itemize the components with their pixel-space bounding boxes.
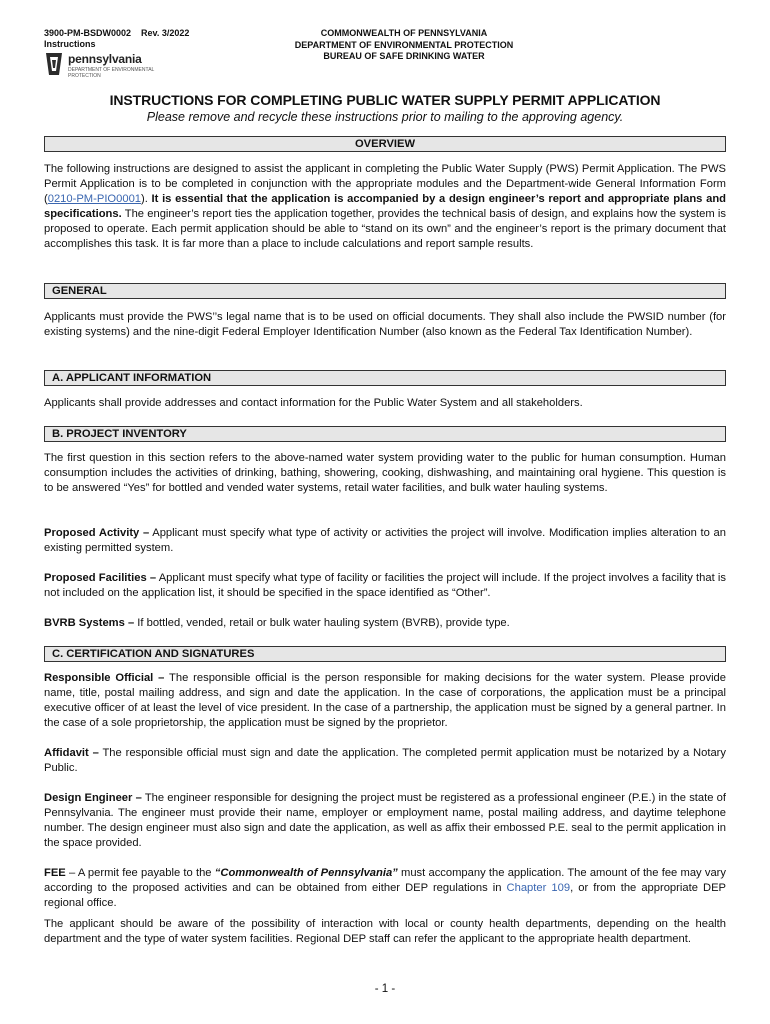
agency-line-1: COMMONWEALTH OF PENNSYLVANIA bbox=[320, 28, 488, 38]
proposed-facilities-label: Proposed Facilities – bbox=[44, 572, 157, 584]
proposed-facilities-text: Applicant must specify what type of facility or facilities the project will include. If the project involves a facility that is not included on the application list, it should be specified in the space identified as “Other”. bbox=[44, 572, 726, 599]
responsible-official-text: The responsible official is the person responsible for making decisions for the water system. Please provide name, title, postal mailing address, and sign and date the application. In the case of corporations, the application must be a principal executive officer of at least the level of vice president. In the case of a partnership, the application must be signed by a general partner. In the case of a sole proprietorship, the application must be signed by the proprietor. bbox=[44, 672, 726, 729]
general-heading: GENERAL bbox=[44, 283, 726, 299]
proposed-activity-paragraph bbox=[44, 526, 726, 556]
certification-heading: C. CERTIFICATION AND SIGNATURES bbox=[44, 646, 726, 662]
document-title: INSTRUCTIONS FOR COMPLETING PUBLIC WATER SUPPLY PERMIT APPLICATION bbox=[109, 92, 661, 108]
agency-block bbox=[204, 28, 604, 63]
design-engineer-text: The engineer responsible for designing the project must be registered as a professional engineer (P.E.) in the state of Pennsylvania. The engineer must provide their name, employer or employment name, postal mailing address, and daytime telephone number. The design engineer must also sign and date the application, as well as affix their embossed P.E. seal to the permit application in the space provided. bbox=[44, 792, 726, 849]
document-subtitle: Please remove and recycle these instructions prior to mailing to the approving agency. bbox=[146, 110, 624, 124]
fee-label: FEE bbox=[44, 867, 66, 879]
design-engineer-paragraph bbox=[44, 791, 726, 851]
doc-type: Instructions bbox=[44, 39, 96, 49]
keystone-icon bbox=[44, 51, 64, 77]
responsible-official-label: Responsible Official – bbox=[44, 672, 165, 684]
overview-paragraph bbox=[44, 162, 726, 252]
document-page bbox=[44, 0, 727, 995]
general-paragraph: Applicants must provide the PWS’’s legal name that is to be used on official documents. They shall also include the PWSID number (for existing systems) and the nine-digit Federal Employer Identification Number (also known as the Federal Tax Identification Number). bbox=[44, 311, 726, 338]
form-info bbox=[44, 28, 189, 50]
logo-subtitle: DEPARTMENT OF ENVIRONMENTAL PROTECTION bbox=[68, 67, 155, 79]
agency-line-2: DEPARTMENT OF ENVIRONMENTAL PROTECTION bbox=[294, 39, 514, 50]
affidavit-text: The responsible official must sign and date the application. The completed permit application must be notarized by a Notary Public. bbox=[44, 747, 726, 774]
health-department-paragraph: The applicant should be aware of the possibility of interaction with local or county health departments, depending on the health department and the type of water system facilities. Regional DEP staff can refer the applicant to the appropriate health department. bbox=[44, 918, 726, 945]
project-inventory-heading: B. PROJECT INVENTORY bbox=[44, 426, 726, 442]
overview-text: ). bbox=[141, 193, 152, 205]
applicant-info-paragraph: Applicants shall provide addresses and contact information for the Public Water System and all stakeholders. bbox=[44, 397, 583, 409]
page-header bbox=[44, 0, 726, 92]
page-number: - 1 - bbox=[374, 983, 396, 995]
proposed-activity-text: Applicant must specify what type of activity or activities the project will involve. Modification implies alteration to an existing permitted system. bbox=[44, 527, 727, 554]
logo-name: pennsylvania bbox=[68, 52, 142, 66]
applicant-info-heading: A. APPLICANT INFORMATION bbox=[44, 370, 726, 386]
design-engineer-label: Design Engineer – bbox=[44, 792, 142, 804]
affidavit-label: Affidavit – bbox=[44, 747, 99, 759]
fee-text: – A permit fee payable to the bbox=[65, 867, 215, 879]
fee-text: , or from the appropriate DEP regional office. bbox=[44, 882, 726, 909]
overview-heading: OVERVIEW bbox=[44, 136, 726, 152]
pa-logo bbox=[44, 50, 164, 80]
form-id: 3900-PM-BSDW0002 bbox=[44, 28, 132, 38]
overview-text: The following instructions are designed to assist the applicant in completing the Public Water Supply (PWS) Permit Application. The PWS Permit Application is to be completed in conjunction with the appropriate modules and the Department-wide General Information Form ( bbox=[44, 163, 726, 205]
proposed-facilities-paragraph bbox=[44, 571, 726, 601]
agency-line-3: BUREAU OF SAFE DRINKING WATER bbox=[323, 51, 485, 61]
fee-text: must accompany the application. The amount of the fee may vary according to the proposed activities and can be obtained from either DEP regulations in bbox=[44, 867, 727, 894]
bvrb-label: BVRB Systems – bbox=[44, 617, 135, 629]
proposed-activity-label: Proposed Activity – bbox=[44, 527, 150, 539]
chapter-109-link[interactable]: Chapter 109 bbox=[506, 882, 571, 894]
overview-text: The engineer’s report ties the application together, provides the technical basis of design, and explains how the system is proposed to operate. Each permit application should be able to “stand on its own” and the engineer’s report is the primary document that accomplishes this task. It is far more than a place to include calculations and report sample results. bbox=[44, 208, 726, 250]
general-info-form-link[interactable]: 0210-PM-PIO0001 bbox=[47, 193, 142, 205]
fee-payee: “Commonwealth of Pennsylvania” bbox=[214, 867, 398, 879]
project-inventory-intro: The first question in this section refers to the above-named water system providing water to the public for human consumption. Human consumption includes the activities of drinking, bathing, showering, cooking, dishwashing, and maintaining oral hygiene. This question is to be answered “Yes” for bottled and vended water systems, retail water facilities, and bulk water hauling systems. bbox=[44, 452, 726, 494]
overview-emphasis: It is essential that the application is accompanied by a design engineer’s report and appropriate plans and specifications. bbox=[44, 193, 726, 220]
responsible-official-paragraph bbox=[44, 671, 726, 731]
fee-paragraph bbox=[44, 866, 726, 911]
affidavit-paragraph bbox=[44, 746, 726, 776]
form-revision: Rev. 3/2022 bbox=[141, 28, 190, 38]
bvrb-text: If bottled, vended, retail or bulk water hauling system (BVRB), provide type. bbox=[134, 617, 510, 629]
bvrb-paragraph bbox=[44, 616, 726, 631]
